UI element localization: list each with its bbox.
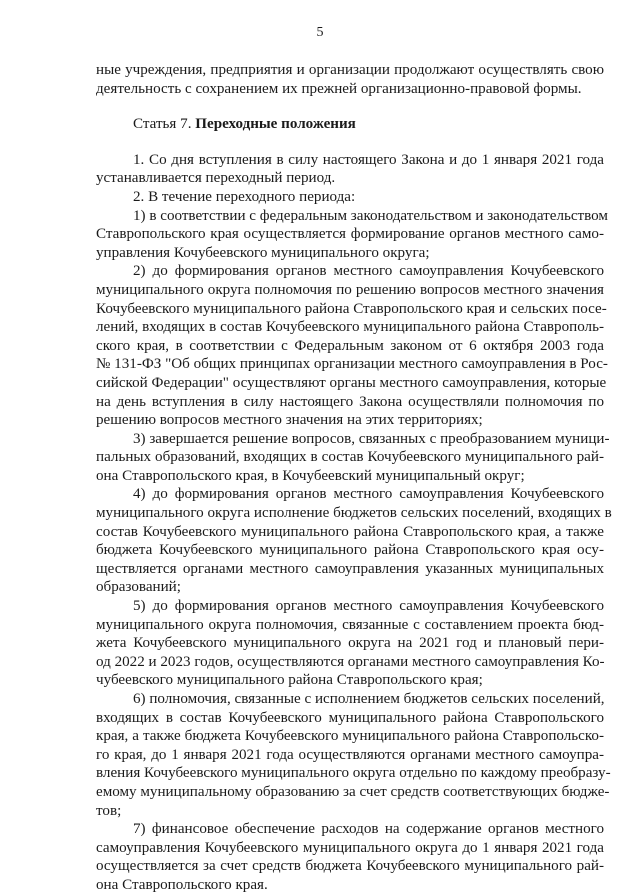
paragraph: [96, 262, 608, 429]
paragraph: [96, 207, 608, 263]
text-line: ского края, в соответствии с Федеральным законом от 6 октября 2003 года: [96, 337, 604, 354]
text-line: 5) до формирования органов местного самоуправления Кочубеевского: [133, 598, 604, 615]
text-line: образований;: [96, 579, 181, 596]
text-line: она Ставропольского края.: [96, 876, 268, 893]
article-heading: [96, 115, 604, 134]
article-number: Статья 7.: [133, 116, 196, 133]
text-line: чубеевского муниципального района Ставропольского края;: [96, 672, 483, 689]
article-title: Переходные положения: [195, 116, 356, 133]
paragraph: [96, 485, 612, 597]
text-line: состав Кочубеевского муниципального района Ставропольского края, а также: [96, 523, 604, 540]
text-line: муниципального округа полномочия, связанные с составлением проекта бюд-: [96, 616, 604, 633]
text-line: од 2022 и 2023 годов, осуществляются органами местного самоуправления Ко-: [96, 653, 605, 670]
document-body: [96, 61, 612, 895]
text-line: 6) полномочия, связанные с исполнением бюджетов сельских поселений,: [133, 691, 605, 707]
text-line: устанавливается переходный период.: [96, 170, 336, 187]
text-line: вления Кочубеевского муниципального округа отдельно по каждому преобразу-: [96, 765, 611, 782]
text-line: 4) до формирования органов местного самоуправления Кочубеевского: [133, 486, 604, 503]
paragraph: [96, 820, 604, 894]
text-line: входящих в состав Кочубеевского муниципального района Ставропольского: [96, 709, 604, 726]
text-line: края, а также бюджета Кочубеевского муниципального района Ставропольско-: [96, 728, 604, 745]
text-line: она Ставропольского края, в Кочубеевский муниципальный округ;: [96, 467, 525, 484]
paragraph: [96, 151, 604, 188]
paragraph: [96, 597, 604, 690]
text-line: решению вопросов местного значения на этих территориях;: [96, 412, 483, 429]
page-number: 5: [316, 25, 324, 40]
continuation-paragraph: [96, 61, 604, 98]
text-line: жета Кочубеевского муниципального округа на 2021 год и плановый пери-: [96, 635, 604, 652]
text-line: Кочубеевского муниципального района Ставропольского края и сельских посе-: [96, 300, 607, 317]
article-paragraphs: [96, 151, 612, 895]
text-line: ществляется органами местного самоуправления указанных муниципальных: [96, 560, 604, 577]
paragraph: [96, 690, 611, 820]
text-line: сийской Федерации" осуществляют органы местного самоуправления, которые: [96, 374, 607, 391]
paragraph: [96, 430, 610, 486]
text-line: 2) до формирования органов местного самоуправления Кочубеевского: [133, 263, 604, 280]
paragraph: [96, 188, 604, 207]
text-line: бюджета Кочубеевского муниципального района Ставропольского края осу-: [96, 542, 604, 559]
text-line: самоуправления Кочубеевского муниципального округа до 1 января 2021 года: [96, 839, 604, 856]
text-line: лений, входящих в состав Кочубеевского муниципального района Ставрополь-: [96, 319, 604, 336]
text-line: муниципального округа исполнение бюджетов сельских поселений, входящих в: [96, 505, 612, 522]
text-line: управления Кочубеевского муниципального округа;: [96, 244, 430, 261]
text-line: муниципального округа полномочия по решению вопросов местного значения: [96, 281, 604, 298]
text-line: 1. Со дня вступления в силу настоящего Закона и до 1 января 2021 года: [133, 151, 604, 168]
text-line: осуществляется за счет средств бюджета Кочубеевского муниципального рай-: [96, 858, 604, 875]
text-line: № 131-ФЗ "Об общих принципах организации местного самоуправления в Рос-: [96, 356, 608, 373]
text-line: Ставропольского края осуществляется формирование органов местного само-: [96, 226, 604, 243]
text-line: 1) в соответствии с федеральным законодательством и законодательством: [133, 207, 608, 224]
text-line: го края, до 1 января 2021 года осуществляются органами местного самоупра-: [96, 746, 604, 763]
text-line: на день вступления в силу настоящего Закона осуществляли полномочия по: [96, 393, 604, 410]
text-line: 2. В течение переходного периода:: [133, 188, 356, 205]
text-line: 3) завершается решение вопросов, связанных с преобразованием муници-: [133, 430, 610, 447]
text-line: ные учреждения, предприятия и организации продолжают осуществлять свою: [96, 62, 604, 78]
text-line: 7) финансовое обеспечение расходов на содержание органов местного: [133, 821, 604, 838]
text-line: пальных образований, входящих в состав Кочубеевского муниципального рай-: [96, 449, 604, 466]
text-line: деятельность с сохранением их прежней организационно-правовой формы.: [96, 80, 582, 97]
text-line: тов;: [96, 802, 122, 819]
text-line: емому муниципальному образованию за счет средств соответствующих бюдже-: [96, 783, 610, 800]
